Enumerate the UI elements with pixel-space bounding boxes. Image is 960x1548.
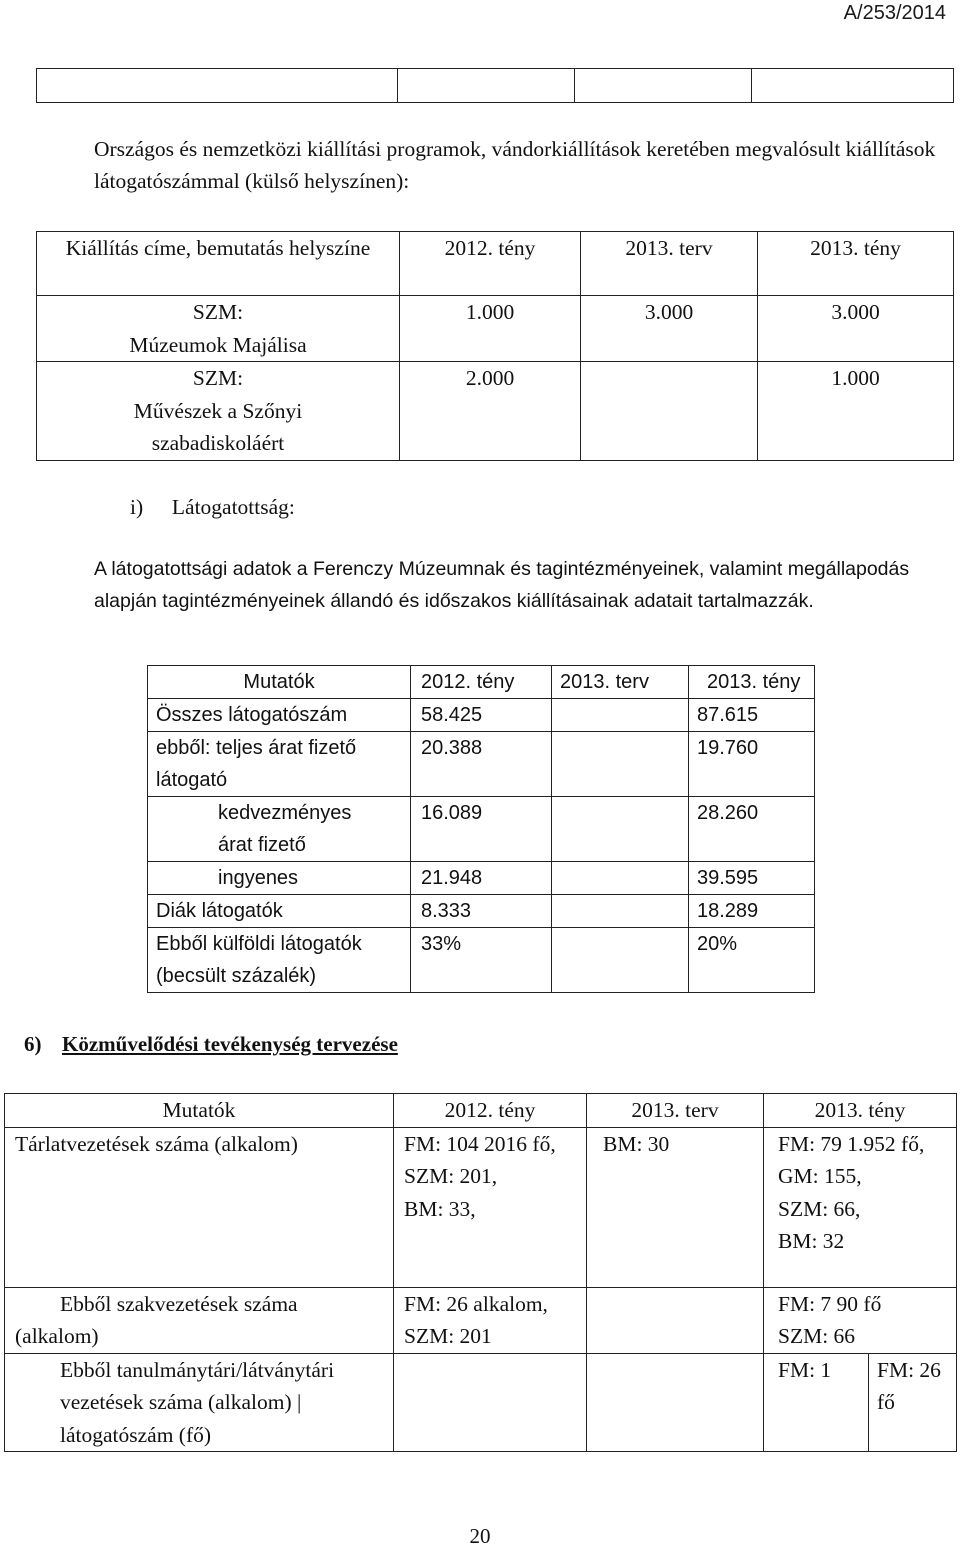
list-marker: i) [130,495,144,519]
value-2013-plan [552,862,689,895]
header-2012: 2012. tény [394,1094,587,1128]
table-row [148,928,815,993]
top-table-cell [398,69,575,103]
value-2013-plan [587,1353,764,1452]
row-label: ingyenes [148,862,411,895]
table-header-row [37,232,954,296]
visitors-paragraph: A látogatottsági adatok a Ferenczy Múzeumnak és tagintézményeinek, valamint megállapodás alapján tagintézményeinek állandó és időszakos kiállításainak adatait tartalmazzák. [94,558,910,612]
row-label: kedvezményes árat fizető [148,797,411,862]
value-2013-plan [552,928,689,993]
value-2012: 58.425 [411,699,552,732]
value-2013-fact: 19.760 [689,732,815,797]
visitors-heading [130,491,295,523]
exhibitions-table [36,231,954,461]
value-2012: FM: 26 alkalom, SZM: 201 [394,1287,587,1353]
row-label: Ebből külföldi látogatók (becsült százalék) [148,928,411,993]
header-2013-fact: 2013. tény [764,1094,957,1128]
table-row [37,362,954,461]
top-table-cell [37,69,398,103]
value-2013-fact: 87.615 [689,699,815,732]
visitors-table [147,665,815,993]
value-2012: 16.089 [411,797,552,862]
value-2012: 1.000 [400,296,581,362]
header-2013-plan: 2013. terv [552,666,689,699]
value-2012: 33% [411,928,552,993]
header-label: Mutatók [148,666,411,699]
value-2013-fact-count: FM: 1 [764,1353,869,1452]
exhibition-title: SZM: Művészek a Szőnyi szabadiskoláért [37,362,400,461]
value-2013-fact-visitors: FM: 26 fő [869,1353,957,1452]
table-row [148,895,815,928]
value-2013-plan: BM: 30 [587,1127,764,1287]
value-2013-fact: FM: 7 90 fő SZM: 66 [764,1287,957,1353]
exhibitions-intro: Országos és nemzetközi kiállítási programok, vándorkiállítások keretében megvalósult kiállítások látogatószámmal (külső helyszínen): [94,137,936,193]
value-2013-plan [552,732,689,797]
exhibition-title: SZM: Múzeumok Majálisa [37,296,400,362]
row-label: Összes látogatószám [148,699,411,732]
value-2013-plan [587,1287,764,1353]
top-table-cell [575,69,752,103]
section-title: Közművelődési tevékenység tervezése [62,1032,398,1056]
row-label: Diák látogatók [148,895,411,928]
value-2013-plan [552,797,689,862]
table-header-row [5,1094,957,1128]
top-table-cell [752,69,954,103]
table-row [5,1287,957,1353]
value-2013-fact: 20% [689,928,815,993]
section-6-heading [24,1028,398,1060]
value-2012 [394,1353,587,1452]
table-row [5,1353,957,1452]
value-2012: 21.948 [411,862,552,895]
header-2012: 2012. tény [411,666,552,699]
value-2012: 20.388 [411,732,552,797]
table-row [37,296,954,362]
value-2013-fact: 18.289 [689,895,815,928]
row-label: Tárlatvezetések száma (alkalom) [5,1127,394,1287]
table-row [148,797,815,862]
table-row [148,862,815,895]
table-row [148,732,815,797]
header-2013-plan: 2013. terv [581,232,758,296]
value-2013-plan [581,362,758,461]
value-2013-fact: 1.000 [758,362,954,461]
header-2012: 2012. tény [400,232,581,296]
value-2013-plan: 3.000 [581,296,758,362]
top-table [36,68,954,103]
page-number: 20 [469,1524,491,1548]
header-title: Kiállítás címe, bemutatás helyszíne [37,232,400,296]
row-label: ebből: teljes árat fizető látogató [148,732,411,797]
visitors-label: Látogatottság: [171,495,295,519]
value-2012: 8.333 [411,895,552,928]
row-label: Ebből tanulmánytári/látványtári vezetések száma (alkalom) | látogatószám (fő) [5,1353,394,1452]
header-2013-plan: 2013. terv [587,1094,764,1128]
value-2012: FM: 104 2016 fő, SZM: 201, BM: 33, [394,1127,587,1287]
value-2012: 2.000 [400,362,581,461]
header-label: Mutatók [5,1094,394,1128]
value-2013-fact: 3.000 [758,296,954,362]
section-number: 6) [24,1032,42,1056]
value-2013-fact: 28.260 [689,797,815,862]
row-label: Ebből szakvezetések száma (alkalom) [5,1287,394,1353]
value-2013-fact: FM: 79 1.952 fő, GM: 155, SZM: 66, BM: 32 [764,1127,957,1287]
table-row [148,699,815,732]
table-header-row [148,666,815,699]
public-education-table [4,1093,957,1452]
header-2013-fact: 2013. tény [758,232,954,296]
value-2013-plan [552,895,689,928]
value-2013-fact: 39.595 [689,862,815,895]
header-2013-fact: 2013. tény [689,666,815,699]
document-id: A/253/2014 [843,2,946,24]
value-2013-plan [552,699,689,732]
table-row [5,1127,957,1287]
